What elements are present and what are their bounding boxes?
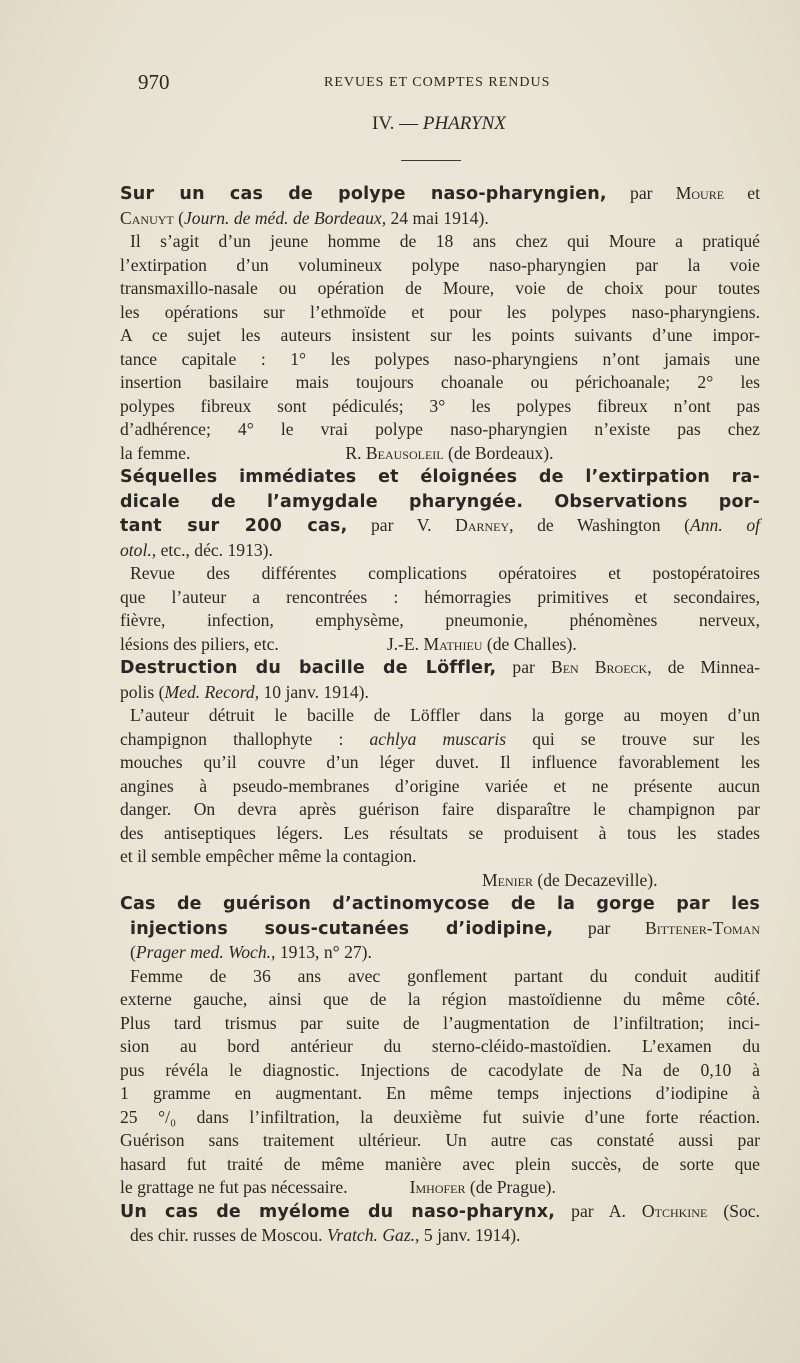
- body-line: transmaxillo-nasale ou opération de Moure, voie de choix pour toutes: [120, 278, 760, 298]
- author-name: Canuyt: [120, 207, 174, 228]
- body-line: fièvre, infection, emphysème, pneumonie, phénomènes nerveux,: [120, 610, 760, 630]
- reviewer-name: Beausoleil: [365, 442, 444, 463]
- body-line: Plus tard trismus par suite de l’augmentation de l’infiltration; inci-: [120, 1012, 760, 1033]
- body-line: que l’auteur a rencontrées : hémorragies primitives et secondaires,: [120, 586, 760, 607]
- signature-line: [120, 442, 760, 466]
- article-title: Un cas de myélome du naso-pharynx,: [120, 1201, 556, 1222]
- paren-open: (: [173, 207, 184, 228]
- body-line: A ce sujet les auteurs insistent sur les points suivants d’une impor-: [120, 325, 760, 345]
- article-title: Sur un cas de polype naso-pharyngien,: [120, 184, 607, 204]
- reviewer-name-wrap: [348, 1177, 466, 1197]
- article-myelome: [120, 1200, 760, 1248]
- body-end-text: le grattage ne fut pas nécessaire.: [120, 1177, 348, 1197]
- body-line: Il s’agit d’un jeune homme de 18 ans chez qui Moure a pratiqué: [130, 231, 760, 251]
- article-actinomycose: [120, 892, 760, 1200]
- by-text: par: [496, 657, 551, 677]
- article-title: Destruction du bacille de Löffler,: [120, 658, 497, 678]
- body-text: qui se trouve sur les: [506, 728, 760, 749]
- article-citation-line: [120, 539, 760, 563]
- reviewer-name-wrap: [120, 870, 533, 890]
- journal-name: Journ. de méd. de Bordeaux,: [184, 207, 387, 228]
- body-line: danger. On devra après guérison faire disparaître le champignon par: [120, 799, 760, 819]
- by-text: par A.: [555, 1200, 642, 1221]
- body-line: externe gauche, ainsi que de la région mastoïdienne du même côté.: [120, 989, 760, 1009]
- section-heading: [372, 113, 506, 135]
- body-line: [120, 728, 760, 752]
- article-title: tant sur 200 cas,: [120, 516, 348, 536]
- reviewer-place: (de Prague).: [465, 1177, 556, 1197]
- citation-date: 5 janv. 1914).: [419, 1225, 521, 1245]
- page-content: [120, 182, 760, 1248]
- by-text: par V.: [347, 515, 456, 535]
- running-head: REVUES ET COMPTES RENDUS: [324, 75, 551, 90]
- citation-date: 24 mai 1914).: [386, 207, 489, 228]
- reviewer-name: Menier: [482, 869, 533, 890]
- body-line: Revue des différentes complications opératoires et postopératoires: [130, 563, 760, 583]
- page-header: [138, 70, 758, 94]
- paren-open: (: [130, 942, 136, 962]
- body-line: tance capitale : 1° les polypes naso-pharyngiens n’ont jamais une: [120, 348, 760, 369]
- reviewer-place: (de Challes).: [482, 633, 577, 654]
- journal-name: Ann. of: [690, 515, 760, 535]
- conjunction-text: et: [724, 183, 760, 203]
- author-place: polis (: [120, 681, 165, 702]
- citation-date: etc., déc. 1913).: [156, 539, 273, 560]
- article-sequelles: [120, 465, 760, 656]
- article-title-line: [120, 490, 760, 515]
- body-end-text: la femme.: [120, 442, 191, 463]
- journal-name: Vratch. Gaz.,: [326, 1225, 420, 1245]
- author-place: , de Minnea-: [647, 657, 760, 677]
- article-title: Cas de guérison d’actinomycose de la gorge par les: [120, 894, 760, 914]
- article-title-line: [120, 182, 760, 207]
- article-title-line: [120, 892, 760, 917]
- journal-name: otol.,: [120, 539, 157, 560]
- reviewer-place: (de Decazeville).: [532, 869, 658, 890]
- author-place: (Soc.: [707, 1200, 761, 1221]
- reviewer-name: Mathieu: [423, 633, 483, 654]
- body-line: pus révéla le diagnostic. Injections de cacodylate de Na de 0,10 à: [120, 1059, 760, 1080]
- body-line: sion au bord antérieur du sterno-cléido-mastoïdien. L’examen du: [120, 1036, 760, 1056]
- body-line: Femme de 36 ans avec gonflement partant du conduit auditif: [130, 965, 760, 986]
- body-line: l’extirpation d’un volumineux polype naso-pharyngien par la voie: [120, 254, 760, 275]
- citation-date: 1913, n° 27).: [275, 942, 372, 962]
- article-citation-line: [120, 1224, 760, 1248]
- article-polype: [120, 182, 760, 465]
- journal-name: Med. Record,: [164, 681, 260, 702]
- by-text: par: [553, 917, 645, 938]
- body-line: des antiseptiques légers. Les résultats se produisent à tous les stades: [120, 822, 760, 843]
- body-line: hasard fut traité de même manière avec plein succès, de sorte que: [120, 1153, 760, 1174]
- reviewer-place: (de Bordeaux).: [443, 442, 554, 463]
- body-line: angines à pseudo-membranes d’origine variée et ne présente aucun: [120, 775, 760, 796]
- by-text: par: [606, 183, 676, 203]
- signature-line: [120, 633, 760, 657]
- body-line: d’adhérence; 4° le vrai polype naso-pharyngien n’existe pas chez: [120, 419, 760, 439]
- body-line: les opérations sur l’ethmoïde et pour les polypes naso-pharyngiens.: [120, 301, 760, 322]
- article-title-line: [120, 656, 760, 681]
- article-title-line: [120, 1200, 760, 1225]
- article-citation-line: [120, 681, 760, 705]
- article-citation-line: [120, 207, 760, 231]
- society-name: des chir. russes de Moscou.: [130, 1225, 327, 1245]
- author-name: Ben Broeck: [550, 657, 648, 677]
- reviewer-name: Imhofer: [409, 1177, 466, 1197]
- article-title: Séquelles immédiates et éloignées de l’extirpation ra-: [120, 467, 760, 487]
- citation-date: 10 janv. 1914).: [259, 681, 369, 702]
- body-line: insertion basilaire mais toujours choanale ou périchoanale; 2° les: [120, 372, 760, 392]
- author-name: Bittener-Toman: [645, 917, 760, 938]
- body-line: Guérison sans traitement ultérieur. Un autre cas constaté aussi par: [120, 1130, 760, 1150]
- article-title: dicale de l’amygdale pharyngée. Observations por-: [120, 491, 760, 512]
- author-name: Darney: [455, 515, 510, 535]
- body-line: mouches qu’il couvre d’un léger duvet. Il influence favorablement les: [120, 752, 760, 772]
- journal-name: Prager med. Woch.,: [135, 942, 276, 962]
- body-line: 1 gramme en augmentant. En même temps injections d’iodipine à: [120, 1083, 760, 1103]
- reviewer-initial: J.-E.: [386, 633, 424, 654]
- author-name: Moure: [675, 183, 725, 203]
- article-title-line: [120, 514, 760, 539]
- body-line: polypes fibreux sont pédiculés; 3° les polypes fibreux n’ont pas: [120, 395, 760, 416]
- author-name: Otchkine: [641, 1200, 708, 1221]
- body-end-text: lésions des piliers, etc.: [120, 633, 279, 654]
- article-title-line: [120, 465, 760, 490]
- species-name: achlya muscaris: [369, 728, 507, 749]
- author-place: , de Washington (: [509, 515, 691, 535]
- signature-line: [120, 1176, 760, 1200]
- article-loffler: [120, 656, 760, 892]
- signature-line: [120, 869, 760, 893]
- page-number: 970: [138, 70, 170, 94]
- section-number: IV. —: [372, 113, 419, 134]
- body-line: L’auteur détruit le bacille de Löffler dans la gorge au moyen d’un: [130, 705, 760, 725]
- section-title: PHARYNX: [422, 113, 506, 134]
- reviewer-initial: R.: [345, 442, 366, 463]
- body-line: 25 °/₀ dans l’infiltration, la deuxième fut suivie d’une forte réaction.: [120, 1106, 760, 1127]
- article-title: injections sous-cutanées d’iodipine,: [130, 918, 554, 939]
- body-line: et il semble empêcher même la contagion.: [120, 846, 417, 866]
- body-text: champignon thallophyte :: [120, 728, 370, 749]
- article-citation-line: [120, 941, 760, 965]
- article-title-line: [120, 917, 760, 942]
- section-rule: [401, 160, 461, 161]
